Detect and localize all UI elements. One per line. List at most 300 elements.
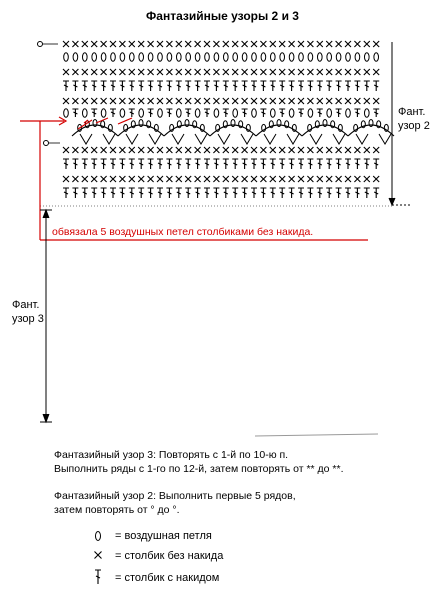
chain-symbol <box>158 53 163 62</box>
chain-symbol <box>111 53 116 62</box>
chain-symbol <box>64 53 69 62</box>
sc-symbol <box>223 69 229 75</box>
sc-symbol <box>119 176 125 182</box>
dc-symbol <box>232 188 238 198</box>
sc-symbol <box>82 69 88 75</box>
sc-symbol <box>91 41 97 47</box>
sc-symbol <box>354 147 360 153</box>
dc-symbol <box>82 81 88 91</box>
dc-symbol <box>185 109 191 117</box>
dc-symbol <box>195 159 201 169</box>
sc-symbol <box>166 176 172 182</box>
sc-symbol <box>148 147 154 153</box>
sc-symbol <box>223 176 229 182</box>
v-stitch <box>172 134 184 144</box>
sc-symbol <box>345 41 351 47</box>
sc-symbol <box>204 41 210 47</box>
dc-symbol <box>204 188 210 198</box>
dc-symbol <box>72 188 78 198</box>
sc-symbol <box>213 69 219 75</box>
chain-symbol <box>83 53 88 62</box>
dc-symbol <box>345 159 351 169</box>
dc-symbol <box>82 159 88 169</box>
dc-symbol <box>251 81 257 91</box>
sc-symbol <box>317 69 323 75</box>
pattern3-label <box>12 298 44 326</box>
sc-symbol <box>373 41 379 47</box>
dc-symbol <box>176 159 182 169</box>
sc-symbol <box>148 98 154 104</box>
chain-symbol <box>224 53 229 62</box>
dc-symbol <box>223 188 229 198</box>
sc-symbol <box>195 176 201 182</box>
sc-symbol <box>157 147 163 153</box>
dc-symbol <box>204 109 210 117</box>
v-stitch <box>310 134 322 144</box>
chain-symbol <box>195 109 200 118</box>
chain-symbol <box>252 53 257 62</box>
sc-symbol <box>185 98 191 104</box>
sc-symbol <box>345 176 351 182</box>
dc-symbol <box>185 81 191 91</box>
sc-symbol <box>110 147 116 153</box>
chain-symbol <box>365 53 370 62</box>
dc-symbol <box>260 81 266 91</box>
sc-symbol <box>373 147 379 153</box>
dc-symbol <box>336 159 342 169</box>
dc-symbol <box>364 81 370 91</box>
sc-symbol <box>148 69 154 75</box>
dc-symbol <box>166 81 172 91</box>
dc-symbol <box>213 188 219 198</box>
dc-symbol <box>91 159 97 169</box>
dc-symbol <box>298 159 304 169</box>
dc-symbol <box>63 188 69 198</box>
sc-symbol <box>242 69 248 75</box>
sc-symbol <box>289 147 295 153</box>
sc-symbol <box>317 98 323 104</box>
chain-symbol <box>158 109 163 118</box>
sc-symbol <box>364 69 370 75</box>
dc-symbol <box>157 188 163 198</box>
dc-symbol <box>166 159 172 169</box>
sc-symbol <box>72 176 78 182</box>
sc-symbol <box>326 41 332 47</box>
sc-symbol <box>110 69 116 75</box>
sc-symbol <box>232 41 238 47</box>
chain-symbol <box>130 53 135 62</box>
start-ring <box>38 42 43 47</box>
dc-symbol <box>326 159 332 169</box>
scan-artifact-line <box>255 434 378 436</box>
dc-symbol <box>373 188 379 198</box>
sc-symbol <box>251 41 257 47</box>
sc-symbol <box>82 98 88 104</box>
dc-symbol <box>176 81 182 91</box>
sc-symbol <box>176 176 182 182</box>
dc-symbol <box>213 159 219 169</box>
dc-symbol <box>91 188 97 198</box>
sc-symbol <box>307 69 313 75</box>
sc-symbol <box>336 147 342 153</box>
dc-symbol <box>223 109 229 117</box>
sc-symbol <box>270 176 276 182</box>
chain-symbol <box>214 109 219 118</box>
dc-symbol <box>298 188 304 198</box>
sc-symbol <box>213 147 219 153</box>
chart-title: Фантазийные узоры 2 и 3 <box>146 9 299 23</box>
chain-symbol <box>101 109 106 118</box>
sc-symbol <box>270 41 276 47</box>
dc-symbol <box>110 81 116 91</box>
sc-symbol <box>119 98 125 104</box>
sc-symbol <box>213 41 219 47</box>
sc-symbol <box>345 98 351 104</box>
dc-symbol <box>260 109 266 117</box>
sc-symbol <box>345 147 351 153</box>
sc-symbol <box>279 176 285 182</box>
chain-symbol <box>336 53 341 62</box>
sc-symbol <box>72 147 78 153</box>
dc-symbol <box>326 188 332 198</box>
chain-symbol <box>346 109 351 118</box>
sc-symbol <box>289 69 295 75</box>
dc-symbol <box>223 159 229 169</box>
dc-symbol <box>138 188 144 198</box>
sc-symbol <box>166 147 172 153</box>
legend-sc-text: = столбик без накида <box>115 550 224 562</box>
dc-symbol <box>307 188 313 198</box>
sc-symbol <box>270 98 276 104</box>
dc-symbol <box>148 109 154 117</box>
chain-symbol <box>318 53 323 62</box>
sc-symbol <box>138 147 144 153</box>
dc-symbol <box>317 159 323 169</box>
pattern2-label <box>398 105 430 133</box>
dc-symbol <box>364 188 370 198</box>
legend-chain-text: = воздушная петля <box>115 530 212 542</box>
dc-symbol <box>82 188 88 198</box>
dc-symbol <box>242 109 248 117</box>
sc-symbol <box>72 41 78 47</box>
dc-symbol <box>204 159 210 169</box>
pattern3-label-line1: Фант. <box>12 299 40 311</box>
dc-symbol <box>223 81 229 91</box>
sc-symbol <box>63 41 69 47</box>
dc-symbol <box>91 109 97 117</box>
chain-symbol <box>242 53 247 62</box>
sc-symbol <box>157 41 163 47</box>
sc-symbol <box>63 147 69 153</box>
sc-symbol <box>232 69 238 75</box>
pattern3-arrow-top <box>43 210 49 218</box>
sc-symbol <box>242 176 248 182</box>
dc-symbol <box>101 188 107 198</box>
dc-symbol <box>110 159 116 169</box>
sc-symbol <box>138 41 144 47</box>
sc-symbol <box>148 41 154 47</box>
chain-symbol <box>214 53 219 62</box>
dc-symbol <box>138 81 144 91</box>
dc-symbol <box>279 159 285 169</box>
dc-symbol <box>364 159 370 169</box>
sc-symbol <box>251 98 257 104</box>
v-stitch <box>264 134 276 144</box>
sc-symbol <box>373 98 379 104</box>
sc-symbol <box>260 98 266 104</box>
dc-symbol <box>354 81 360 91</box>
v-stitch <box>149 134 161 144</box>
dc-symbol <box>232 81 238 91</box>
sc-symbol <box>307 98 313 104</box>
v-stitch <box>103 134 115 144</box>
sc-symbol <box>260 41 266 47</box>
sc-symbol <box>195 98 201 104</box>
sc-symbol <box>138 98 144 104</box>
sc-symbol <box>195 41 201 47</box>
dc-symbol <box>251 159 257 169</box>
sc-symbol <box>307 41 313 47</box>
chain-symbol <box>139 109 144 118</box>
sc-symbol <box>223 41 229 47</box>
sc-symbol <box>232 176 238 182</box>
sc-symbol <box>204 98 210 104</box>
dc-symbol <box>373 81 379 91</box>
sc-symbol <box>166 98 172 104</box>
sc-symbol <box>148 176 154 182</box>
chain-symbol <box>92 53 97 62</box>
start-ring <box>44 141 49 146</box>
sc-symbol <box>364 98 370 104</box>
sc-symbol <box>138 69 144 75</box>
dc-symbol <box>63 81 69 91</box>
chain-symbol <box>327 109 332 118</box>
dc-symbol <box>336 81 342 91</box>
sc-symbol <box>119 41 125 47</box>
dc-symbol <box>119 159 125 169</box>
dc-symbol <box>279 81 285 91</box>
sc-symbol <box>289 41 295 47</box>
chain-symbol <box>186 53 191 62</box>
chain-symbol <box>83 109 88 118</box>
sc-symbol <box>317 41 323 47</box>
sc-symbol <box>110 176 116 182</box>
sc-symbol <box>82 41 88 47</box>
sc-symbol <box>213 98 219 104</box>
pattern2-line2: затем повторять от ° до °. <box>54 504 180 516</box>
sc-symbol <box>345 69 351 75</box>
legend-dc-text: = столбик с накидом <box>115 572 220 584</box>
sc-symbol <box>166 41 172 47</box>
sc-symbol <box>72 69 78 75</box>
sc-symbol <box>298 98 304 104</box>
sc-symbol <box>72 98 78 104</box>
pattern2-line1: Фантазийный узор 2: Выполнить первые 5 рядов, <box>54 490 296 502</box>
sc-symbol <box>91 176 97 182</box>
chain-symbol <box>177 109 182 118</box>
dc-symbol <box>72 159 78 169</box>
sc-symbol <box>101 69 107 75</box>
dc-symbol <box>242 81 248 91</box>
dc-symbol <box>138 159 144 169</box>
red-note: обвязала 5 воздушных петел столбиками без накида. <box>52 226 314 238</box>
dc-symbol <box>251 188 257 198</box>
sc-symbol <box>251 147 257 153</box>
pattern2-bracket-arrow <box>389 198 395 205</box>
sc-symbol <box>354 69 360 75</box>
dc-symbol <box>270 159 276 169</box>
chain-symbol <box>365 109 370 118</box>
sc-symbol <box>63 98 69 104</box>
sc-symbol <box>232 98 238 104</box>
sc-symbol <box>242 98 248 104</box>
sc-symbol <box>260 69 266 75</box>
chain-symbol <box>271 53 276 62</box>
dc-symbol <box>242 159 248 169</box>
sc-symbol <box>157 98 163 104</box>
sc-symbol <box>307 176 313 182</box>
sc-symbol <box>354 98 360 104</box>
legend-sc-icon <box>95 552 102 559</box>
sc-symbol <box>251 176 257 182</box>
chain-symbol <box>280 53 285 62</box>
dc-symbol <box>279 188 285 198</box>
dc-symbol <box>307 159 313 169</box>
dc-symbol <box>72 81 78 91</box>
dc-symbol <box>345 188 351 198</box>
sc-symbol <box>176 41 182 47</box>
dc-symbol <box>326 81 332 91</box>
chain-symbol <box>64 109 69 118</box>
dc-symbol <box>345 81 351 91</box>
dc-symbol <box>317 188 323 198</box>
sc-symbol <box>354 41 360 47</box>
sc-symbol <box>195 69 201 75</box>
sc-symbol <box>354 176 360 182</box>
dc-symbol <box>185 159 191 169</box>
dc-symbol <box>195 188 201 198</box>
sc-symbol <box>336 41 342 47</box>
sc-symbol <box>204 147 210 153</box>
dc-symbol <box>354 109 360 117</box>
sc-symbol <box>326 176 332 182</box>
sc-symbol <box>336 98 342 104</box>
v-stitch <box>287 134 299 144</box>
sc-symbol <box>279 69 285 75</box>
pattern3-line2: Выполнить ряды с 1-го по 12-й, затем повторять от ** до **. <box>54 463 344 475</box>
dc-symbol <box>148 159 154 169</box>
dc-symbol <box>166 188 172 198</box>
dc-symbol <box>289 81 295 91</box>
legend-dc-icon <box>95 570 101 584</box>
dc-symbol <box>336 188 342 198</box>
dc-symbol <box>260 159 266 169</box>
sc-symbol <box>63 69 69 75</box>
chain-symbol <box>139 53 144 62</box>
sc-symbol <box>91 98 97 104</box>
dc-symbol <box>119 188 125 198</box>
chain-symbol <box>233 53 238 62</box>
chain-symbol <box>355 53 360 62</box>
sc-symbol <box>101 41 107 47</box>
sc-symbol <box>176 69 182 75</box>
sc-symbol <box>260 147 266 153</box>
pattern3-arrow-bottom <box>43 414 49 422</box>
sc-symbol <box>242 147 248 153</box>
dc-symbol <box>317 109 323 117</box>
chain-symbol <box>120 53 125 62</box>
chain-symbol <box>374 53 379 62</box>
dc-symbol <box>298 109 304 117</box>
sc-symbol <box>307 147 313 153</box>
chain-symbol <box>308 109 313 118</box>
chain-symbol <box>252 109 257 118</box>
dc-symbol <box>195 81 201 91</box>
sc-symbol <box>232 147 238 153</box>
chain-symbol <box>177 53 182 62</box>
dc-symbol <box>317 81 323 91</box>
sc-symbol <box>298 41 304 47</box>
v-stitch <box>356 134 368 144</box>
dc-symbol <box>72 109 78 117</box>
sc-symbol <box>119 147 125 153</box>
chain-symbol <box>233 109 238 118</box>
sc-symbol <box>129 41 135 47</box>
sc-symbol <box>336 176 342 182</box>
sc-symbol <box>110 98 116 104</box>
dc-symbol <box>101 81 107 91</box>
dc-symbol <box>129 188 135 198</box>
sc-symbol <box>129 69 135 75</box>
sc-symbol <box>129 147 135 153</box>
sc-symbol <box>101 176 107 182</box>
sc-symbol <box>91 69 97 75</box>
sc-symbol <box>101 147 107 153</box>
dc-symbol <box>289 188 295 198</box>
sc-symbol <box>336 69 342 75</box>
v-stitch <box>333 134 345 144</box>
sc-symbol <box>101 98 107 104</box>
sc-symbol <box>213 176 219 182</box>
sc-symbol <box>91 147 97 153</box>
v-stitch <box>241 134 253 144</box>
dc-symbol <box>157 159 163 169</box>
sc-symbol <box>289 98 295 104</box>
dc-symbol <box>148 188 154 198</box>
dc-symbol <box>157 81 163 91</box>
pattern2-label-line1: Фант. <box>398 106 426 118</box>
sc-symbol <box>63 176 69 182</box>
chain-symbol <box>261 53 266 62</box>
pattern3-label-line2: узор 3 <box>12 313 44 325</box>
sc-symbol <box>166 69 172 75</box>
dc-symbol <box>373 159 379 169</box>
sc-symbol <box>364 41 370 47</box>
sc-symbol <box>223 98 229 104</box>
sc-symbol <box>298 176 304 182</box>
sc-symbol <box>204 69 210 75</box>
sc-symbol <box>185 69 191 75</box>
dc-symbol <box>279 109 285 117</box>
dc-symbol <box>289 159 295 169</box>
sc-symbol <box>270 147 276 153</box>
chain-symbol <box>195 53 200 62</box>
sc-symbol <box>185 147 191 153</box>
sc-symbol <box>195 147 201 153</box>
dc-symbol <box>119 81 125 91</box>
sc-symbol <box>364 176 370 182</box>
chain-symbol <box>308 53 313 62</box>
